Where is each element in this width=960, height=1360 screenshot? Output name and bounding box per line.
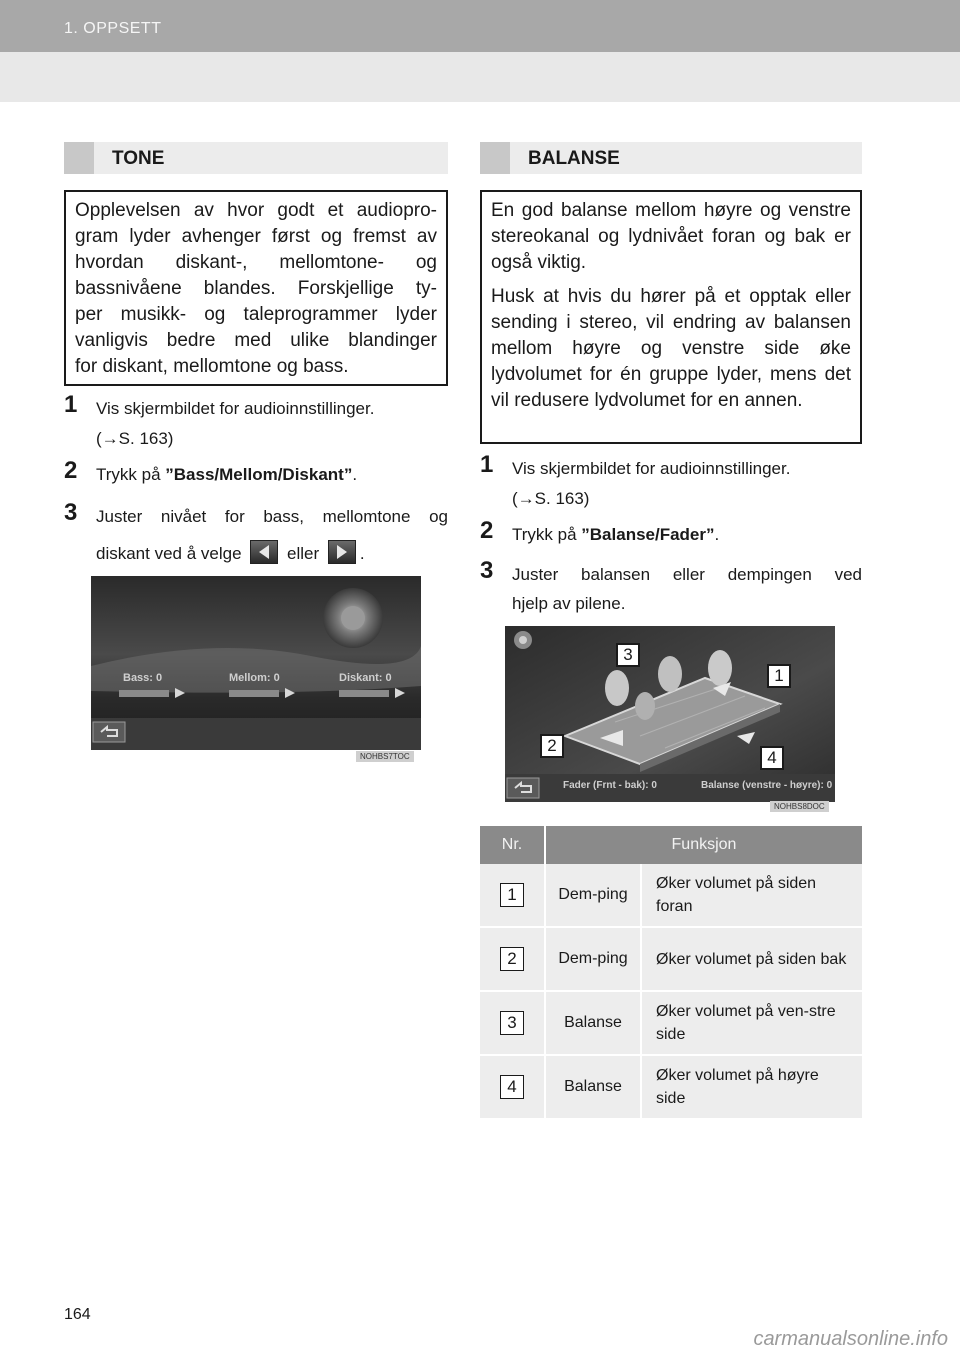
step-number: 1 xyxy=(64,391,78,418)
button-name: ”Balanse/Fader” xyxy=(581,525,715,544)
balance-step-2 xyxy=(480,517,862,548)
step-text-end: . xyxy=(352,465,358,484)
balance-step-1 xyxy=(480,451,862,512)
row-function: Dem-ping xyxy=(545,927,641,991)
step-text: Trykk på xyxy=(512,525,582,544)
page-reference: (→S. 163) xyxy=(512,489,590,508)
callout-3: 3 xyxy=(616,643,640,667)
mid-level-label: Mellom: 0 xyxy=(229,672,280,684)
tone-step-2 xyxy=(64,457,448,488)
page-number: 164 xyxy=(64,1306,91,1323)
step-number: 3 xyxy=(64,499,78,526)
tone-heading-label: TONE xyxy=(112,148,165,169)
balance-heading-label: BALANSE xyxy=(528,148,620,169)
table-header-row xyxy=(480,826,862,864)
balance-info-box xyxy=(480,190,862,444)
step-text: eller xyxy=(287,544,320,563)
row-function: Balanse xyxy=(545,1055,641,1119)
table-row xyxy=(480,991,862,1055)
section-title: 1. OPPSETT xyxy=(64,20,162,37)
image-code: NOHBS8DOC xyxy=(770,801,829,812)
step-number: 2 xyxy=(480,517,494,544)
tone-step-3 xyxy=(64,499,448,567)
bass-level-label: Bass: 0 xyxy=(123,672,163,684)
tone-line: hvordan diskant-, mellomtone- og xyxy=(75,252,437,273)
page-header xyxy=(0,0,960,52)
tone-step-1 xyxy=(64,391,448,452)
step-text: Vis skjermbildet for audioinnstillinger. xyxy=(96,399,375,418)
table-row xyxy=(480,1055,862,1119)
function-table xyxy=(480,826,862,1120)
step-number: 3 xyxy=(480,557,494,584)
tone-line: per musikk- og taleprogrammer lyder xyxy=(75,304,437,325)
row-description: Øker volumet på siden foran xyxy=(641,864,862,927)
row-description: Øker volumet på ven-stre side xyxy=(641,991,862,1055)
heading-bar xyxy=(64,142,94,174)
balance-paragraph: Husk at hvis du hører på et opptak eller sending i stereo, vil endring av balansen mellom høyre og venstre side øke lydvolumet for én gruppe lyder, mens det vil redusere lydvolumet for en annen. xyxy=(491,286,851,411)
step-number: 1 xyxy=(480,451,494,478)
callout-4: 4 xyxy=(760,746,784,770)
header-band xyxy=(0,52,960,102)
callout-1: 1 xyxy=(767,664,791,688)
balance-heading xyxy=(480,142,862,174)
tone-screen-image xyxy=(91,576,421,750)
tone-heading xyxy=(64,142,448,174)
tone-line: gram lyder avhenger først og fremst av xyxy=(75,226,437,247)
column-header-function: Funksjon xyxy=(545,826,862,864)
balance-screen-image xyxy=(505,626,835,802)
row-description: Øker volumet på høyre side xyxy=(641,1055,862,1119)
balance-step-3 xyxy=(480,557,862,617)
row-function: Balanse xyxy=(545,991,641,1055)
row-number: 4 xyxy=(500,1075,524,1099)
tone-line: for diskant, mellomtone og bass. xyxy=(75,356,349,377)
balance-paragraph: En god balanse mellom høyre og venstre stereokanal og lydnivået foran og bak er også viktig. xyxy=(491,200,851,273)
right-arrow-button-icon xyxy=(328,540,356,564)
step-text: diskant ved å velge xyxy=(96,544,242,563)
balance-level-label: Balanse (venstre - høyre): 0 xyxy=(701,780,833,791)
watermark: carmanualsonline.info xyxy=(753,1328,948,1350)
fader-level-label: Fader (Frnt - bak): 0 xyxy=(563,780,657,791)
page-reference: (→S. 163) xyxy=(96,429,174,448)
step-text: Juster nivået for bass, mellomtone og xyxy=(96,507,448,526)
left-arrow-button-icon xyxy=(250,540,278,564)
step-text-end: . xyxy=(714,525,720,544)
row-function: Dem-ping xyxy=(545,864,641,927)
step-text: Trykk på xyxy=(96,465,166,484)
row-number: 2 xyxy=(500,947,524,971)
step-text: hjelp av pilene. xyxy=(512,594,626,613)
tone-line: vanligvis bedre med ulike blandinger xyxy=(75,330,437,351)
treble-level-label: Diskant: 0 xyxy=(339,672,392,684)
step-number: 2 xyxy=(64,457,78,484)
tone-line: bassnivåene blandes. Forskjellige ty- xyxy=(75,278,437,299)
button-name: ”Bass/Mellom/Diskant” xyxy=(165,465,353,484)
row-description: Øker volumet på siden bak xyxy=(641,927,862,991)
row-number: 3 xyxy=(500,1011,524,1035)
column-header-nr: Nr. xyxy=(480,826,545,864)
image-code: NOHBS7TOC xyxy=(356,751,414,762)
table-row xyxy=(480,927,862,991)
step-text: Juster balansen eller dempingen ved xyxy=(512,565,862,584)
step-text-end: . xyxy=(359,544,365,563)
tone-line: Opplevelsen av hvor godt et audiopro- xyxy=(75,200,437,221)
heading-bar xyxy=(480,142,510,174)
row-number: 1 xyxy=(500,883,524,907)
step-text: Vis skjermbildet for audioinnstillinger. xyxy=(512,459,791,478)
tone-info-box xyxy=(64,190,448,386)
callout-2: 2 xyxy=(540,734,564,758)
table-row xyxy=(480,864,862,927)
